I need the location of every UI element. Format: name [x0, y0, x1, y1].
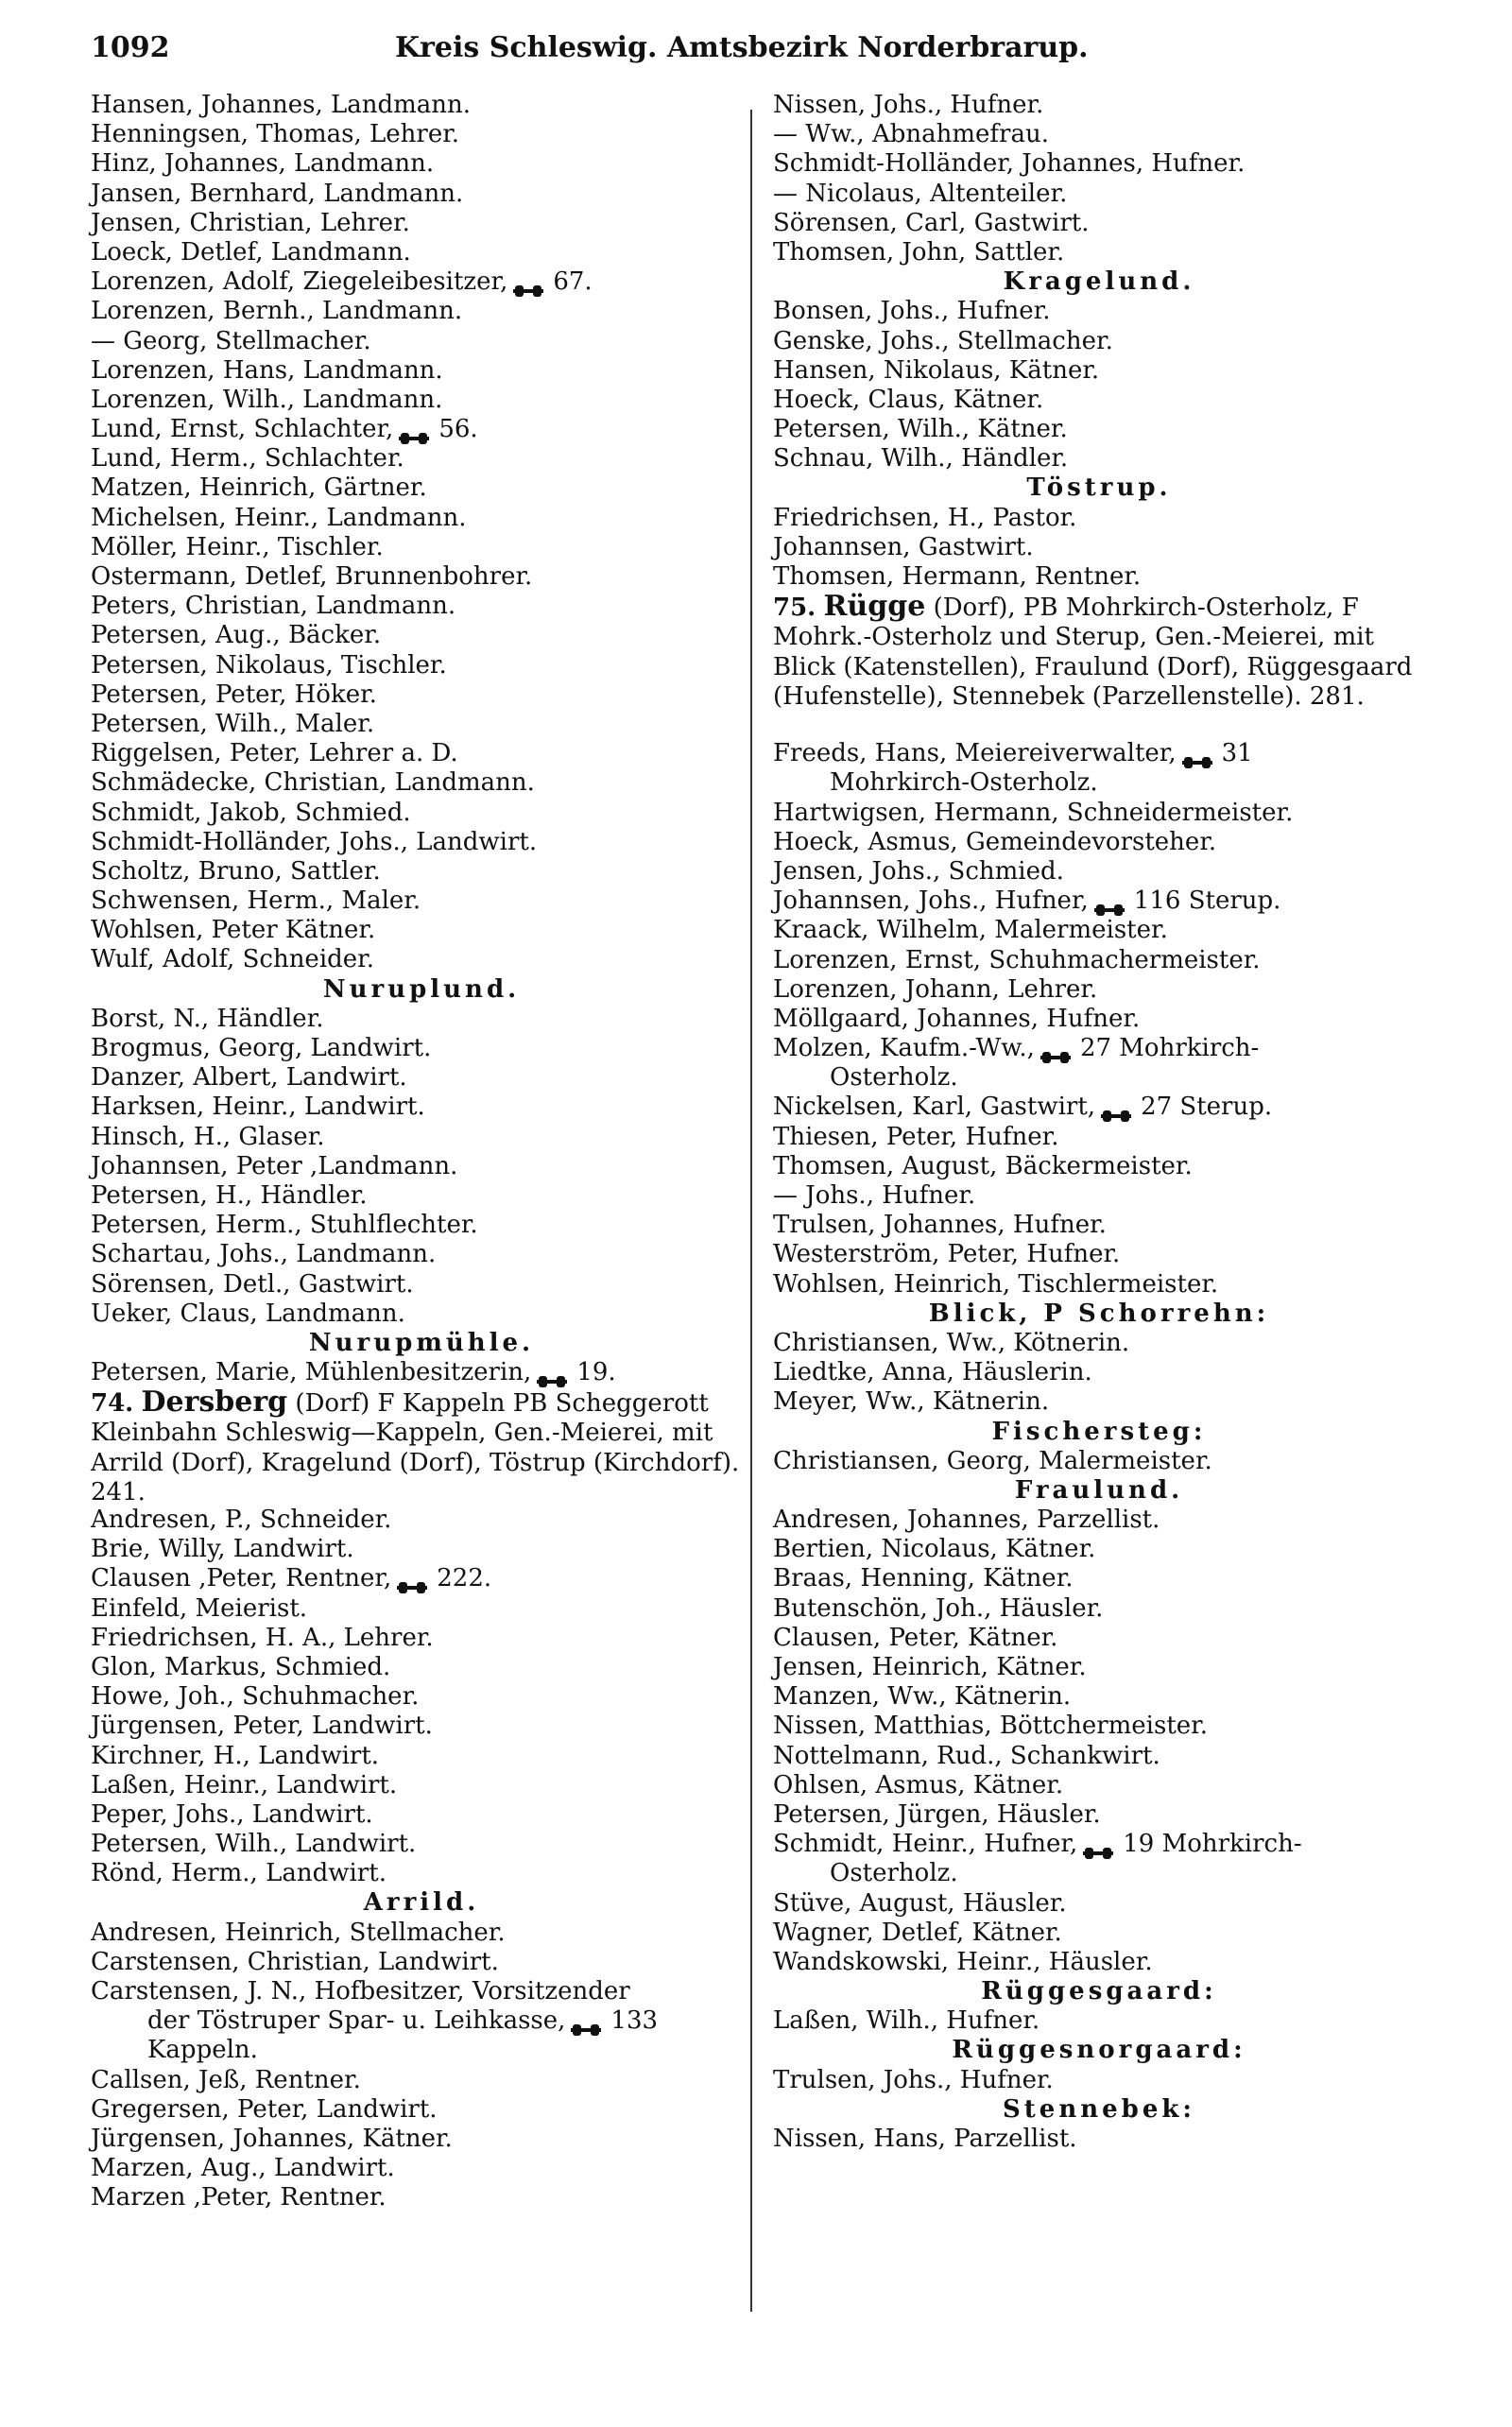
resident-entry: — Johs., Hufner.	[773, 1181, 976, 1210]
resident-text: der Töstruper Spar- u. Leihkasse,	[147, 2006, 566, 2036]
resident-entry: Danzer, Albert, Landwirt.	[91, 1063, 407, 1093]
resident-entry: Petersen, Peter, Höker.	[91, 680, 377, 709]
resident-entry	[773, 886, 1425, 916]
resident-entry: Sörensen, Detl., Gastwirt.	[91, 1269, 414, 1299]
locality-heading: Stennebek:	[1002, 2094, 1195, 2124]
resident-entry: Christiansen, Ww., Kötnerin.	[773, 1328, 1130, 1357]
resident-entry	[91, 2006, 752, 2036]
resident-entry: Schartau, Johs., Landmann.	[91, 1240, 437, 1269]
locality-heading: Kragelund.	[1003, 267, 1195, 297]
resident-entry: Peper, Johs., Landwirt.	[91, 1799, 373, 1829]
resident-entry: Jürgensen, Johannes, Kätner.	[91, 2124, 453, 2153]
resident-text: Lorenzen, Adolf, Ziegeleibesitzer,	[91, 267, 508, 297]
resident-entry: Stüve, August, Häusler.	[773, 1888, 1067, 1918]
telephone-icon	[571, 2015, 601, 2028]
resident-entry: Schmidt-Holländer, Johs., Landwirt.	[91, 827, 538, 856]
resident-entry: Wandskowski, Heinr., Häusler.	[773, 1947, 1153, 1976]
resident-entry: Howe, Joh., Schuhmacher.	[91, 1682, 420, 1712]
resident-entry: Meyer, Ww., Kätnerin.	[773, 1387, 1050, 1417]
resident-entry: Petersen, Wilh., Landwirt.	[91, 1830, 417, 1859]
telephone-icon	[1094, 895, 1125, 908]
resident-entry: Petersen, Aug., Bäcker.	[91, 621, 382, 650]
locality-heading: Blick, P Schorrehn:	[928, 1299, 1270, 1328]
resident-entry: Brie, Willy, Landwirt.	[91, 1535, 354, 1564]
resident-entry: Callsen, Jeß, Rentner.	[91, 2065, 361, 2094]
resident-entry: Scholtz, Bruno, Sattler.	[91, 856, 381, 886]
section-number: 74.	[91, 1389, 134, 1419]
resident-entry: Osterholz.	[830, 1859, 958, 1888]
resident-entry: Friedrichsen, H., Pastor.	[773, 503, 1077, 532]
resident-entry: Thiesen, Peter, Hufner.	[773, 1122, 1059, 1151]
municipality-entry	[773, 592, 1425, 739]
resident-entry	[91, 1564, 752, 1593]
telephone-icon	[1101, 1101, 1131, 1114]
resident-entry	[773, 739, 1425, 768]
resident-entry: Jansen, Bernhard, Landmann.	[91, 179, 464, 208]
locality-heading: Fischersteg:	[991, 1417, 1207, 1446]
resident-entry	[91, 1358, 752, 1387]
phone-number: 56.	[438, 415, 478, 444]
resident-entry: Wohlsen, Heinrich, Tischlermeister.	[773, 1269, 1219, 1299]
locality-heading: Nuruplund.	[322, 974, 521, 1004]
resident-entry: Trulsen, Johannes, Hufner.	[773, 1211, 1107, 1240]
resident-entry: Kappeln.	[147, 2036, 258, 2065]
resident-entry: Nissen, Johs., Hufner.	[773, 91, 1044, 119]
resident-text: Nickelsen, Karl, Gastwirt,	[773, 1093, 1096, 1122]
phone-number: 133	[610, 2006, 659, 2036]
resident-entry: Einfeld, Meierist.	[91, 1593, 308, 1623]
resident-entry: Petersen, H., Händler.	[91, 1180, 368, 1210]
resident-entry: Petersen, Wilh., Kätner.	[773, 415, 1068, 444]
resident-entry: Laßen, Wilh., Hufner.	[773, 2006, 1040, 2036]
resident-text: Schmidt, Heinr., Hufner,	[773, 1830, 1078, 1859]
resident-entry: Riggelsen, Peter, Lehrer a. D.	[91, 739, 458, 768]
resident-entry: Butenschön, Joh., Häusler.	[773, 1593, 1104, 1623]
telephone-icon	[397, 1573, 427, 1586]
phone-number: 67.	[553, 267, 593, 297]
resident-entry: Christiansen, Georg, Malermeister.	[773, 1446, 1212, 1475]
resident-entry: Wohlsen, Peter Kätner.	[91, 916, 376, 945]
resident-entry: Lorenzen, Hans, Landmann.	[91, 355, 443, 385]
right-column	[773, 91, 1425, 2154]
resident-entry: Jensen, Heinrich, Kätner.	[773, 1653, 1087, 1681]
resident-entry: Lund, Herm., Schlachter.	[91, 444, 404, 473]
resident-entry: Trulsen, Johs., Hufner.	[773, 2065, 1054, 2094]
resident-entry: Osterholz.	[830, 1063, 958, 1093]
resident-entry: Wulf, Adolf, Schneider.	[91, 945, 375, 974]
phone-number: 31	[1221, 739, 1253, 768]
telephone-icon	[399, 423, 429, 437]
resident-entry: Petersen, Jürgen, Häusler.	[773, 1799, 1101, 1829]
resident-entry: Hansen, Johannes, Landmann.	[91, 91, 472, 119]
telephone-icon	[537, 1367, 567, 1380]
resident-entry	[91, 415, 752, 444]
resident-entry: Schmädecke, Christian, Landmann.	[91, 768, 535, 798]
resident-text: Petersen, Marie, Mühlenbesitzerin,	[91, 1358, 532, 1387]
resident-entry: Andresen, Heinrich, Stellmacher.	[91, 1918, 506, 1947]
resident-entry: Hoeck, Asmus, Gemeindevorsteher.	[773, 827, 1217, 856]
telephone-icon	[1040, 1042, 1071, 1056]
resident-entry	[773, 1093, 1425, 1122]
resident-entry: Liedtke, Anna, Häuslerin.	[773, 1358, 1092, 1387]
resident-entry: Braas, Henning, Kätner.	[773, 1564, 1074, 1593]
resident-entry: Schmidt, Jakob, Schmied.	[91, 798, 411, 827]
resident-entry: Jensen, Christian, Lehrer.	[91, 208, 410, 237]
resident-entry: Schnau, Wilh., Händler.	[773, 444, 1069, 473]
telephone-icon	[1182, 748, 1212, 761]
phone-number: 27 Mohrkirch-	[1079, 1034, 1260, 1063]
resident-entry: — Nicolaus, Altenteiler.	[773, 179, 1068, 208]
resident-entry	[773, 1034, 1425, 1063]
resident-entry: Andresen, Johannes, Parzellist.	[773, 1506, 1160, 1535]
resident-entry: Johannsen, Peter ,Landmann.	[91, 1151, 458, 1180]
locality-heading: Rüggesgaard:	[981, 1977, 1217, 2006]
resident-entry: Bonsen, Johs., Hufner.	[773, 297, 1051, 326]
resident-entry: Sörensen, Carl, Gastwirt.	[773, 208, 1090, 237]
resident-entry: Henningsen, Thomas, Lehrer.	[91, 120, 460, 149]
section-number: 75.	[773, 594, 816, 623]
locality-heading: Rüggesnorgaard:	[952, 2036, 1246, 2065]
resident-entry: Petersen, Herm., Stuhlflechter.	[91, 1211, 478, 1240]
resident-entry: Petersen, Wilh., Maler.	[91, 709, 375, 738]
resident-entry: Kraack, Wilhelm, Malermeister.	[773, 916, 1168, 945]
page-number: 1092	[91, 31, 170, 64]
resident-entry: Loeck, Detlef, Landmann.	[91, 237, 411, 267]
locality-heading: Arrild.	[363, 1888, 480, 1918]
resident-entry: Glon, Markus, Schmied.	[91, 1652, 391, 1681]
resident-entry: Laßen, Heinr., Landwirt.	[91, 1770, 398, 1799]
resident-entry: Lorenzen, Bernh., Landmann.	[91, 297, 463, 326]
phone-number: 116 Sterup.	[1133, 886, 1281, 916]
resident-entry: — Georg, Stellmacher.	[91, 326, 371, 355]
page-header	[91, 26, 1433, 70]
resident-entry: Brogmus, Georg, Landwirt.	[91, 1034, 432, 1062]
resident-entry: Nissen, Matthias, Böttchermeister.	[773, 1712, 1209, 1741]
locality-heading: Töstrup.	[1026, 473, 1172, 503]
resident-entry: Marzen ,Peter, Rentner.	[91, 2183, 387, 2212]
resident-entry: Manzen, Ww., Kätnerin.	[773, 1682, 1072, 1712]
resident-entry: Schwensen, Herm., Maler.	[91, 886, 421, 916]
resident-text: Molzen, Kaufm.-Ww.,	[773, 1034, 1035, 1063]
resident-entry: Genske, Johs., Stellmacher.	[773, 326, 1113, 355]
resident-entry: Thomsen, August, Bäckermeister.	[773, 1151, 1193, 1180]
resident-entry: Lorenzen, Ernst, Schuhmachermeister.	[773, 945, 1261, 974]
column-divider	[750, 110, 752, 2312]
resident-entry: Matzen, Heinrich, Gärtner.	[91, 473, 427, 503]
resident-entry: Nottelmann, Rud., Schankwirt.	[773, 1741, 1160, 1770]
phone-number: 19 Mohrkirch-	[1123, 1830, 1302, 1859]
resident-entry: — Ww., Abnahmefrau.	[773, 120, 1049, 149]
telephone-icon	[1083, 1838, 1113, 1851]
resident-entry: Ohlsen, Asmus, Kätner.	[773, 1770, 1064, 1799]
left-column	[91, 91, 752, 2213]
resident-entry: Westerström, Peter, Hufner.	[773, 1240, 1121, 1269]
resident-entry: Hansen, Nikolaus, Kätner.	[773, 355, 1100, 385]
resident-entry: Ostermann, Detlef, Brunnenbohrer.	[91, 562, 533, 591]
place-name: Dersberg	[141, 1386, 288, 1420]
resident-entry: Andresen, P., Schneider.	[91, 1506, 392, 1535]
resident-entry: Hinsch, H., Glaser.	[91, 1122, 325, 1151]
place-description: (Dorf), PB Mohrkirch-Osterholz, F Mohrk.-Osterholz und Sterup, Gen.-Meierei, mit Blick (Katenstellen), Fraulund (Dorf), Rüggesgaard (Hufenstelle), Stennebek (Parzellenstelle). 281.	[773, 594, 1413, 711]
running-title: Kreis Schleswig. Amtsbezirk Norderbrarup.	[395, 31, 1089, 64]
resident-text: Johannsen, Johs., Hufner,	[773, 886, 1089, 916]
resident-entry: Ueker, Claus, Landmann.	[91, 1299, 405, 1328]
resident-entry: Friedrichsen, H. A., Lehrer.	[91, 1623, 434, 1652]
resident-entry: Hoeck, Claus, Kätner.	[773, 385, 1044, 414]
resident-entry: Peters, Christian, Landmann.	[91, 592, 456, 621]
phone-number: 222.	[437, 1564, 492, 1593]
resident-entry: Jensen, Johs., Schmied.	[773, 856, 1064, 886]
resident-entry	[773, 1830, 1425, 1859]
phone-number: 27 Sterup.	[1141, 1093, 1273, 1122]
resident-entry: Thomsen, John, Sattler.	[773, 237, 1065, 267]
resident-entry: Hinz, Johannes, Landmann.	[91, 149, 435, 179]
resident-entry: Petersen, Nikolaus, Tischler.	[91, 650, 447, 680]
resident-entry: Hartwigsen, Hermann, Schneidermeister.	[773, 798, 1294, 827]
resident-entry: Lorenzen, Johann, Lehrer.	[773, 974, 1098, 1004]
resident-text: Lund, Ernst, Schlachter,	[91, 415, 394, 444]
locality-heading: Nurupmühle.	[308, 1328, 535, 1357]
resident-entry: Borst, N., Händler.	[91, 1004, 324, 1033]
resident-entry: Möllgaard, Johannes, Hufner.	[773, 1004, 1141, 1033]
telephone-icon	[513, 276, 543, 289]
resident-entry: Schmidt-Holländer, Johannes, Hufner.	[773, 149, 1246, 179]
resident-entry: Wagner, Detlef, Kätner.	[773, 1918, 1062, 1947]
resident-entry: Marzen, Aug., Landwirt.	[91, 2154, 395, 2183]
resident-entry: Kirchner, H., Landwirt.	[91, 1741, 380, 1770]
resident-entry: Jürgensen, Peter, Landwirt.	[91, 1712, 433, 1741]
resident-entry: Bertien, Nicolaus, Kätner.	[773, 1535, 1096, 1564]
resident-entry: Clausen, Peter, Kätner.	[773, 1623, 1058, 1652]
resident-entry: Michelsen, Heinr., Landmann.	[91, 503, 467, 532]
resident-entry: Möller, Heinr., Tischler.	[91, 532, 384, 561]
resident-entry: Johannsen, Gastwirt.	[773, 532, 1034, 561]
resident-entry: Gregersen, Peter, Landwirt.	[91, 2094, 438, 2124]
place-description: (Dorf) F Kappeln PB Scheggerott Kleinbahn Schleswig—Kappeln, Gen.-Meierei, mit Arrild (Dorf), Kragelund (Dorf), Töstrup (Kirchdorf). 241.	[91, 1389, 740, 1506]
resident-text: Freeds, Hans, Meiereiverwalter,	[773, 739, 1177, 768]
municipality-entry	[91, 1387, 752, 1506]
resident-text: Clausen ,Peter, Rentner,	[91, 1564, 392, 1593]
resident-entry: Carstensen, J. N., Hofbesitzer, Vorsitzender	[91, 1977, 630, 2006]
place-name: Rügge	[823, 590, 926, 624]
resident-entry: Rönd, Herm., Landwirt.	[91, 1859, 387, 1888]
resident-entry: Carstensen, Christian, Landwirt.	[91, 1947, 499, 1976]
resident-entry	[91, 267, 752, 297]
resident-entry: Lorenzen, Wilh., Landmann.	[91, 385, 443, 414]
resident-entry: Harksen, Heinr., Landwirt.	[91, 1093, 425, 1122]
resident-entry: Thomsen, Hermann, Rentner.	[773, 562, 1142, 591]
resident-entry: Mohrkirch-Osterholz.	[830, 768, 1098, 798]
resident-entry: Nissen, Hans, Parzellist.	[773, 2125, 1077, 2153]
locality-heading: Fraulund.	[1014, 1475, 1184, 1505]
phone-number: 19.	[576, 1358, 616, 1387]
